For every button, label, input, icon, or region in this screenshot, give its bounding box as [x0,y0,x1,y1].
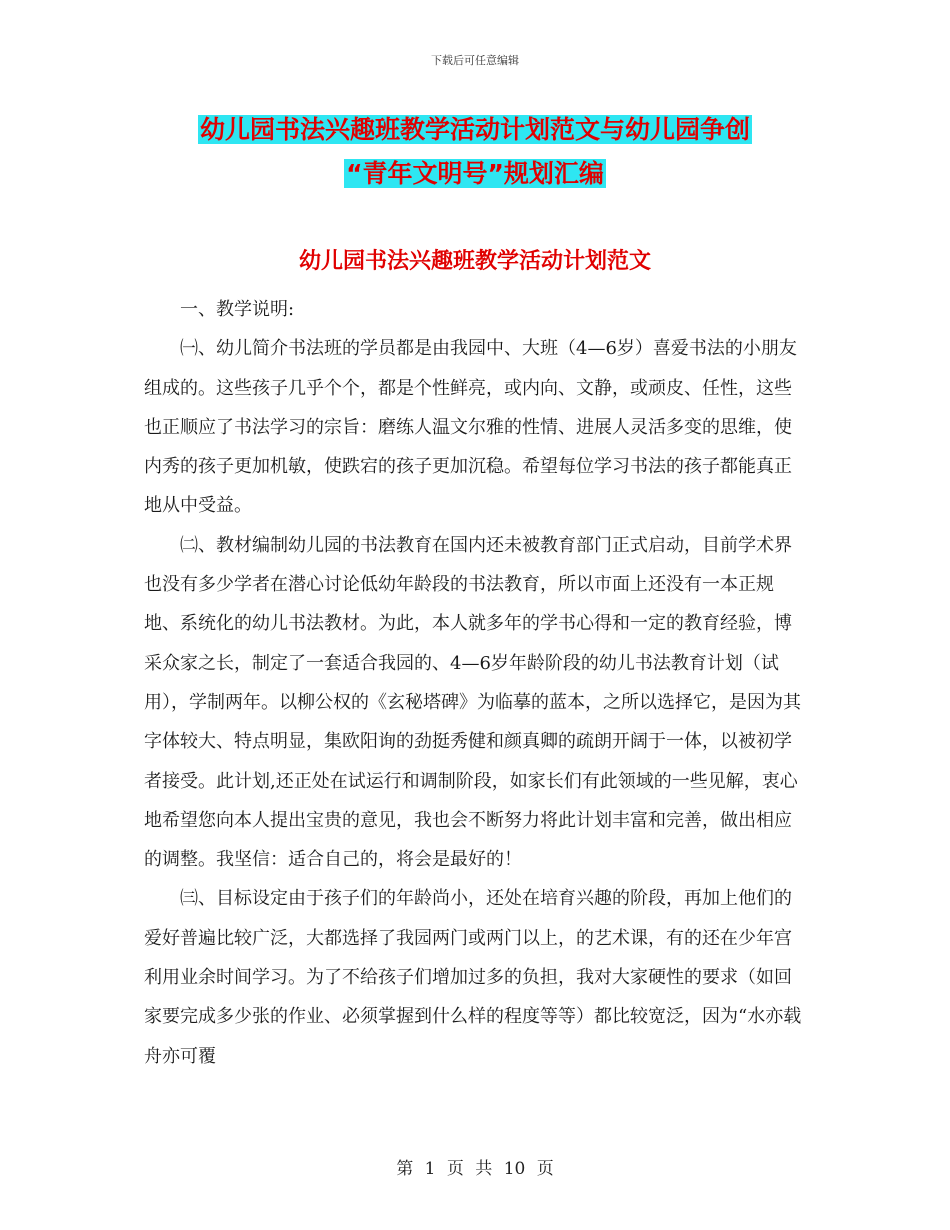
document-body [144,290,806,1076]
paragraph-2: ㈡、教材编制幼儿园的书法教育在国内还未被教育部门正式启动，目前学术界也没有多少学者在潜心讨论低幼年龄段的书法教育，所以市面上还没有一本正规地、系统化的幼儿书法教材。为此，本人就多年的学书心得和一定的教育经验，博采众家之长，制定了一套适合我园的、4—6岁年龄阶段的幼儿书法教育计划（试用），学制两年。以柳公权的《玄秘塔碑》为临摹的蓝本，之所以选择它，是因为其字体较大、特点明显，集欧阳询的劲挺秀健和颜真卿的疏朗开阔于一体，以被初学者接受。此计划,还正处在试运行和调制阶段，如家长们有此领域的一些见解，衷心地希望您向本人提出宝贵的意见，我也会不断努力将此计划丰富和完善，做出相应的调整。我坚信：适合自己的，将会是最好的！ [144,534,801,871]
paragraph-heading: 一、教学说明: [180,299,295,320]
page-number: 第 1 页 共 10 页 [396,1159,554,1179]
section-title: 幼儿园书法兴趣班教学活动计划范文 [298,249,651,274]
title-text-2: “青年文明号”规划汇编 [346,159,604,188]
document-title-line-2 [0,156,950,192]
title-text-1: 幼儿园书法兴趣班教学活动计划范文与幼儿园争创 [199,115,750,144]
header-note: 下载后可任意编辑 [431,54,519,67]
paragraph-3: ㈢、目标设定由于孩子们的年龄尚小，还处在培育兴趣的阶段，再加上他们的爱好普遍比较广泛，大都选择了我园两门或两门以上，的艺术课，有的还在少年宫利用业余时间学习。为了不给孩子们增加过多的负担，我对大家硬性的要求（如回家要完成多少张的作业、必须掌握到什么样的程度等等）都比较宽泛，因为“水亦载舟亦可覆 [144,888,802,1067]
paragraph-1: ㈠、幼儿简介书法班的学员都是由我园中、大班（4—6岁）喜爱书法的小朋友组成的。这些孩子几乎个个，都是个性鲜亮，或内向、文静，或顽皮、任性，这些也正顺应了书法学习的宗旨：磨练人温文尔雅的性情、进展人灵活多变的思维，使内秀的孩子更加机敏，使跌宕的孩子更加沉稳。希望每位学习书法的孩子都能真正地从中受益。 [144,338,797,517]
document-title-line-1 [0,112,950,148]
